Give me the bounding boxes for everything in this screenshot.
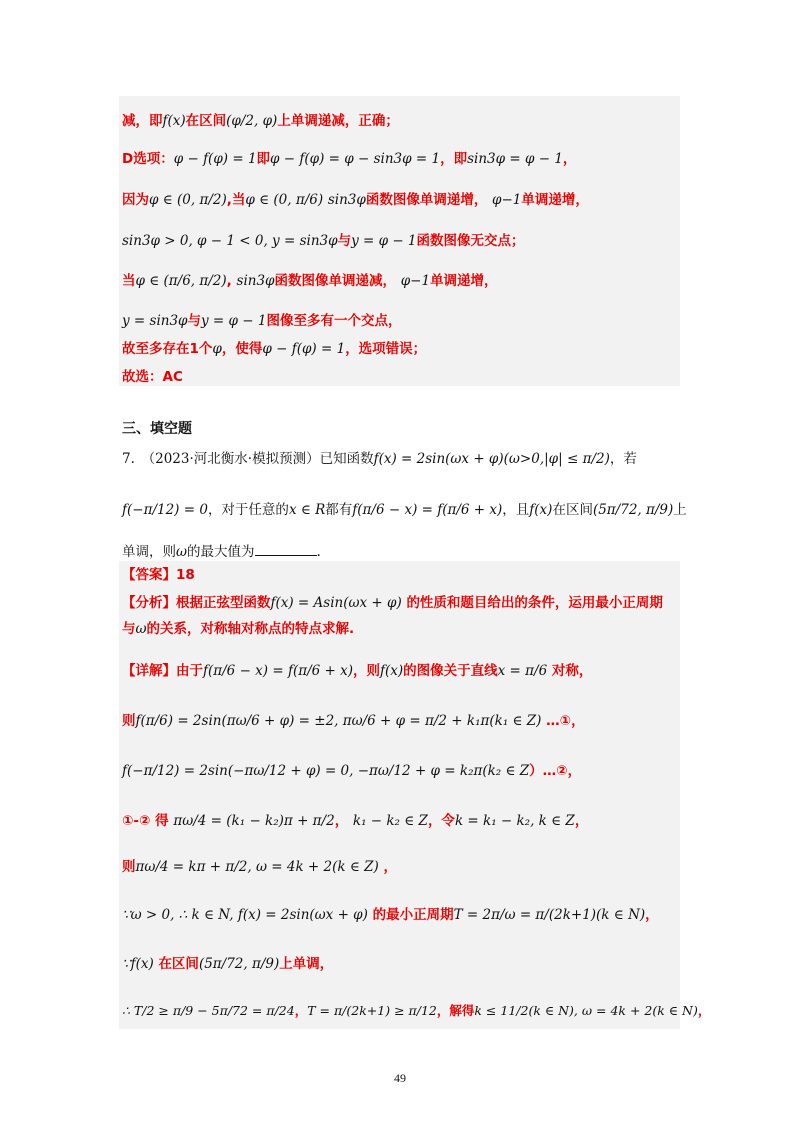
analysis-line: 与ω的关系，对称轴对称点的特点求解. — [122, 621, 355, 637]
question-line: 单调，则ω的最大值为 . — [122, 544, 321, 560]
detail-line: ①-② 得 πω/4 = (k₁ − k₂)π + π/2， k₁ − k₂ ∈ Z，令k = k₁ − k₂, k ∈ Z， — [122, 813, 589, 829]
detail-line: f(−π/12) = 2sin(−πω/12 + φ) = 0, −πω/12 + φ = k₂π(k₂ ∈ Z）…②， — [122, 763, 582, 779]
question-line: 7. （2023·河北衡水·模拟预测）已知函数f(x) = 2sin(ωx + φ)(ω>0,|φ| ≤ π/2)，若 — [122, 451, 637, 467]
detail-line: ∴ T/2 ≥ π/9 − 5π/72 = π/24，T = π/(2k+1) ≥ π/12，解得k ≤ 11/2(k ∈ N), ω = 4k + 2(k ∈ N)， — [122, 1003, 711, 1018]
analysis-line: 【分析】根据正弦型函数f(x) = Asin(ωx + φ) 的性质和题目给出的条件，运用最小正周期 — [122, 595, 663, 611]
answer-line: 【答案】18 — [122, 567, 195, 583]
detail-line: ∵f(x) 在区间(5π/72, π/9)上单调， — [122, 956, 334, 972]
solution-line: D选项：φ − f(φ) = 1即φ − f(φ) = φ − sin3φ = 1，即sin3φ = φ − 1， — [122, 151, 577, 167]
detail-line: 则πω/4 = kπ + π/2, ω = 4k + 2(k ∈ Z) ， — [122, 859, 397, 875]
solution-line: y = sin3φ与y = φ − 1图像至多有一个交点， — [122, 313, 402, 329]
solution-line: 因为φ ∈ (0, π/2),当φ ∈ (0, π/6) sin3φ函数图像单调递增， φ−1单调递增， — [122, 192, 589, 208]
page-number: 49 — [394, 1071, 406, 1085]
question-line: f(−π/12) = 0，对于任意的x ∈ R都有f(π/6 − x) = f(π/6 + x)，且f(x)在区间(5π/72, π/9)上 — [122, 502, 687, 518]
solution-line: 减，即f(x)在区间(φ/2, φ)上单调递减，正确； — [122, 113, 399, 129]
section-heading: 三、填空题 — [122, 421, 192, 437]
solution-line: 当φ ∈ (π/6, π/2), sin3φ函数图像单调递减， φ−1单调递增， — [122, 273, 498, 289]
solution-line: 故至多存在1个φ，使得φ − f(φ) = 1，选项错误； — [122, 341, 427, 357]
answer-blank[interactable] — [255, 543, 317, 556]
detail-line: 则f(π/6) = 2sin(πω/6 + φ) = ±2, πω/6 + φ = π/2 + k₁π(k₁ ∈ Z) …①， — [122, 713, 585, 729]
solution-line: sin3φ > 0, φ − 1 < 0, y = sin3φ与y = φ − 1函数图像无交点； — [122, 233, 525, 249]
detail-line: ∵ω > 0, ∴ k ∈ N, f(x) = 2sin(ωx + φ) 的最小正周期T = 2π/ω = π/(2k+1)(k ∈ N)， — [122, 907, 659, 923]
detail-line: 【详解】由于f(π/6 − x) = f(π/6 + x)，则f(x)的图像关于直线x = π/6 对称， — [122, 663, 593, 679]
solution-line: 故选：AC — [122, 369, 183, 385]
